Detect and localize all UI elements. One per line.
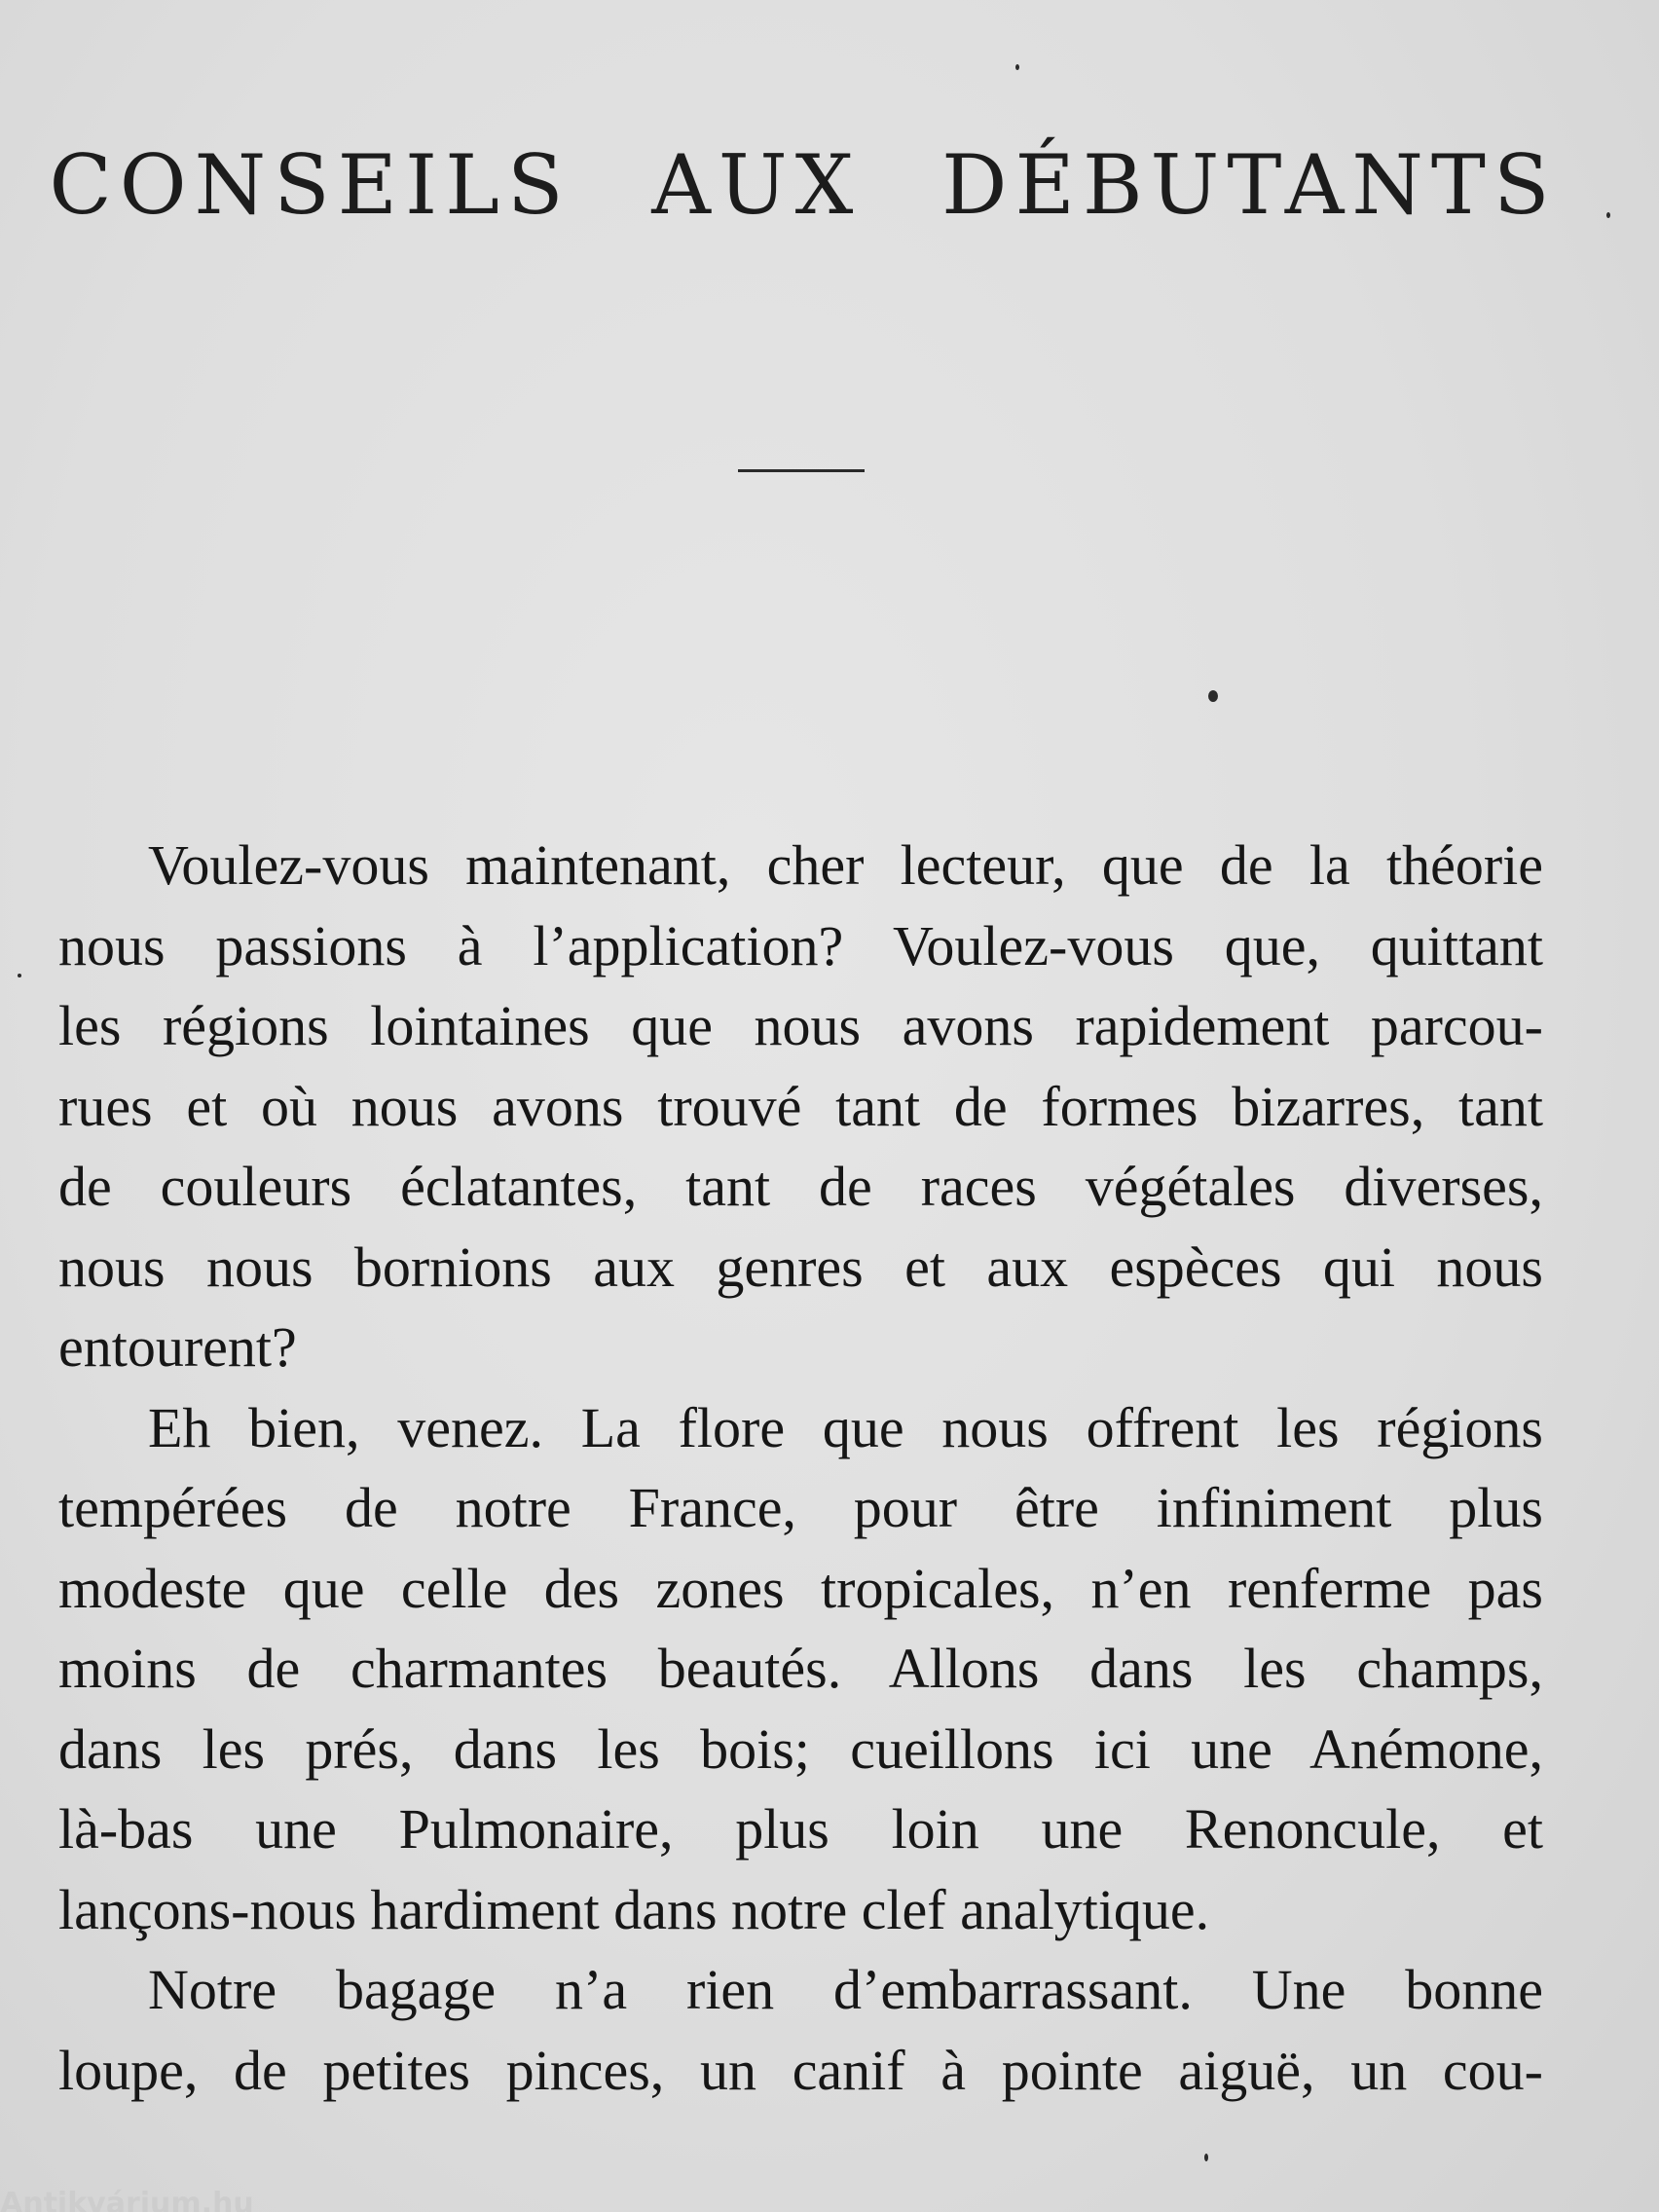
ink-speck [1606, 212, 1610, 218]
text-line: nous nous bornions aux genres et aux espèces qui nous [58, 1235, 1543, 1299]
text-line: entourent? [58, 1315, 297, 1379]
title-divider [738, 469, 865, 472]
text-line: tempérées de notre France, pour être infiniment plus [58, 1476, 1543, 1539]
paragraph-3 [58, 1950, 1543, 2111]
text-line: loupe, de petites pinces, un canif à pointe aiguë, un cou- [58, 2038, 1543, 2102]
ink-speck [1204, 2154, 1208, 2161]
text-line: rues et où nous avons trouvé tant de formes bizarres, tant [58, 1074, 1543, 1138]
paragraph-1 [58, 826, 1543, 1388]
text-line: là-bas une Pulmonaire, plus loin une Renoncule, et [58, 1797, 1543, 1861]
text-line: dans les prés, dans les bois; cueillons ici une Anémone, [58, 1716, 1543, 1781]
text-line: moins de charmantes beautés. Allons dans les champs, [58, 1637, 1543, 1700]
text-line: nous passions à l’application? Voulez-vous que, quittant [58, 913, 1543, 977]
text-line: lançons-nous hardiment dans notre clef analytique. [58, 1877, 1210, 1941]
text-line: Notre bagage n’a rien d’embarrassant. Une bonne [148, 1958, 1543, 2021]
ink-speck [1015, 64, 1019, 70]
text-line: Eh bien, venez. La flore que nous offrent les régions [148, 1395, 1543, 1459]
text-line: modeste que celle des zones tropicales, n’en renferme pas [58, 1556, 1543, 1620]
ink-speck [18, 974, 21, 977]
text-line: de couleurs éclatantes, tant de races végétales diverses, [58, 1155, 1543, 1218]
body-text [58, 826, 1543, 2111]
text-line: les régions lointaines que nous avons rapidement parcou- [58, 994, 1543, 1057]
ink-speck [1208, 690, 1218, 702]
watermark: Antikvárium.hu [0, 2187, 254, 2212]
text-line: Voulez-vous maintenant, cher lecteur, que de la théorie [148, 833, 1543, 897]
chapter-title: CONSEILS AUX DÉBUTANTS [49, 137, 1558, 233]
paragraph-2 [58, 1388, 1543, 1951]
